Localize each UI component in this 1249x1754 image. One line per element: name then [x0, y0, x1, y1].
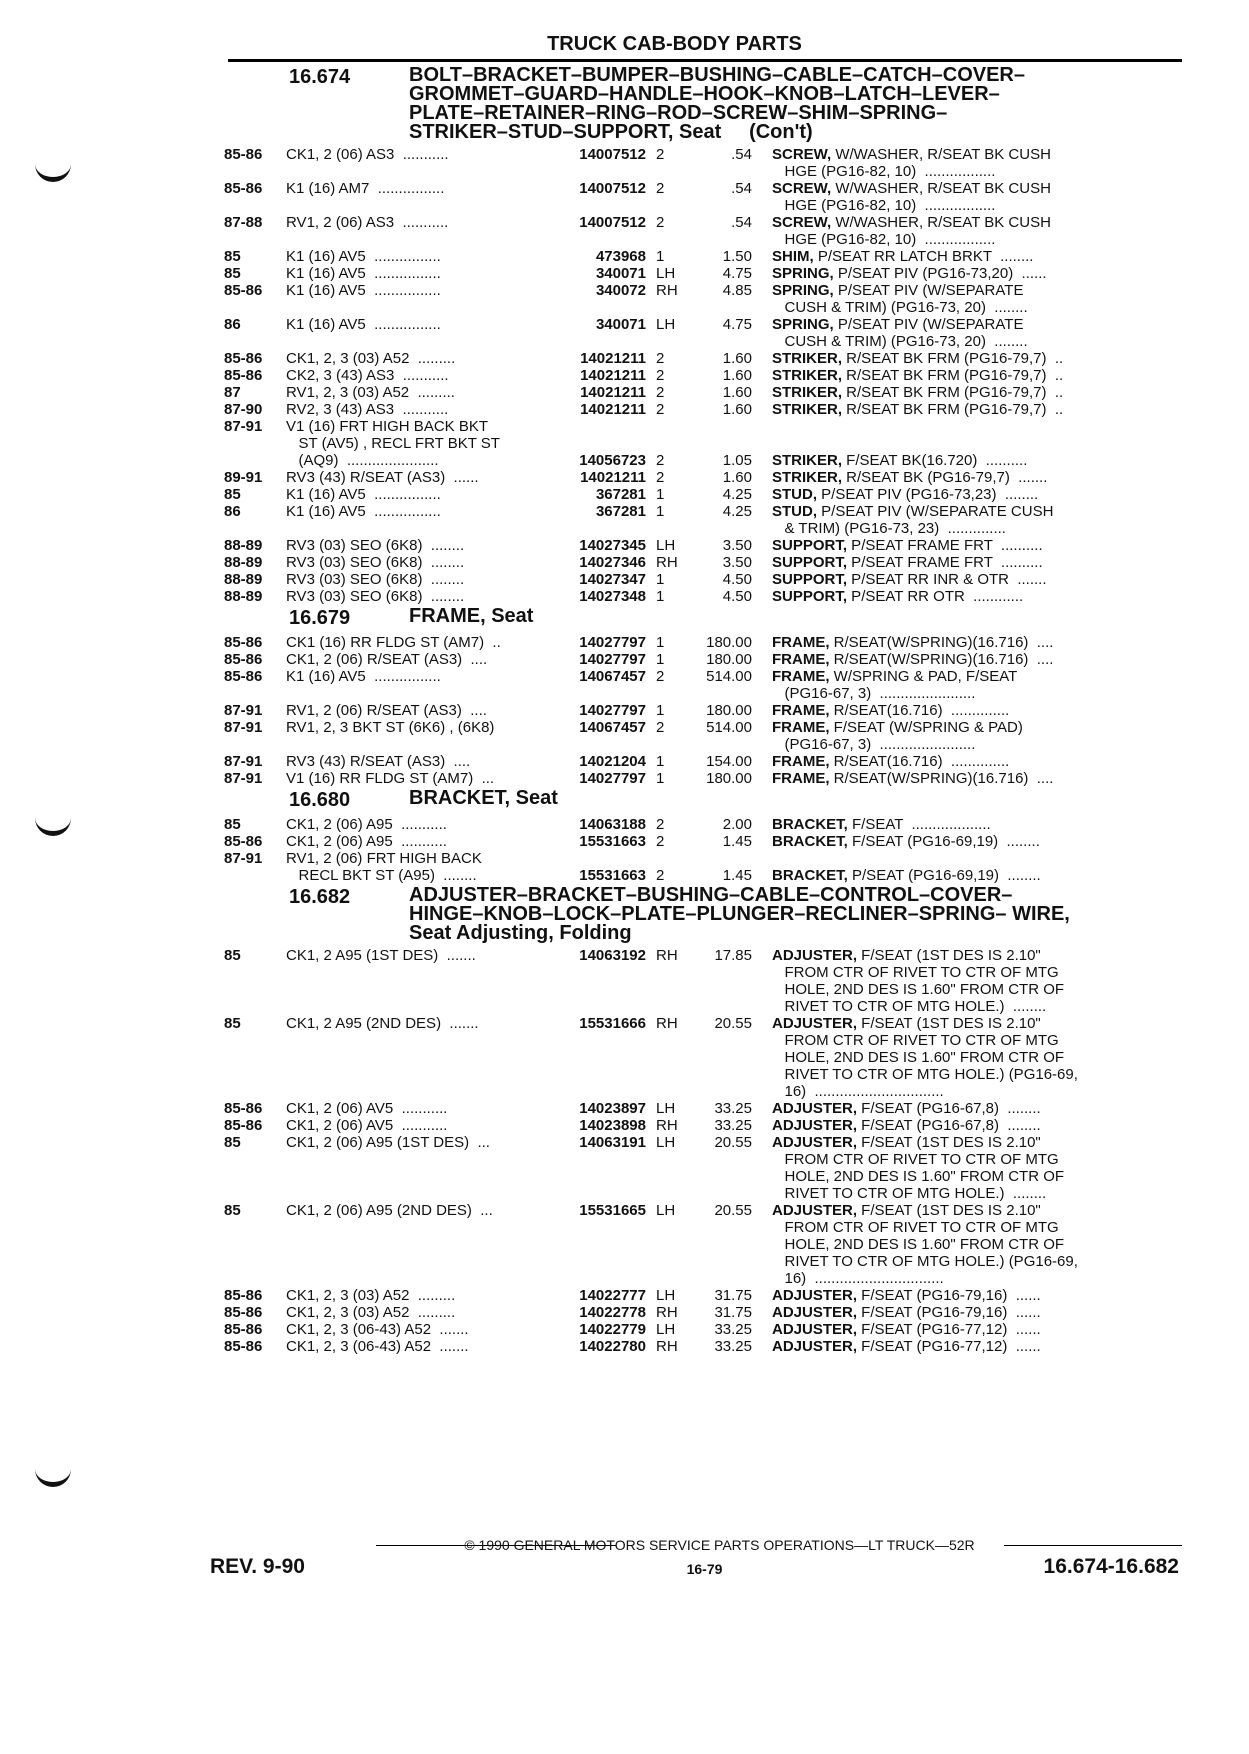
model-years: 85	[224, 265, 241, 282]
price: 3.50	[722, 554, 752, 571]
part-description: SUPPORT, P/SEAT RR INR & OTR .......	[772, 571, 1047, 588]
model-application: CK1, 2, 3 (06-43) A52 .......	[286, 1321, 469, 1338]
model-years: 85-86	[224, 350, 263, 367]
model-years: 86	[224, 503, 241, 520]
model-application: CK1, 2 A95 (1ST DES) .......	[286, 947, 476, 964]
part-row	[224, 1015, 1186, 1100]
part-row	[224, 1100, 1186, 1117]
section-heading	[224, 66, 1186, 142]
part-number: 14067457	[579, 668, 646, 685]
part-row	[224, 469, 1186, 486]
part-number: 14027346	[579, 554, 646, 571]
part-description: SPRING, P/SEAT PIV (W/SEPARATE CUSH & TRIM) (PG16-73, 20) ........	[772, 282, 1028, 316]
part-number: 15531666	[579, 1015, 646, 1032]
model-application: CK1, 2, 3 (03) A52 .........	[286, 1304, 456, 1321]
part-description: FRAME, F/SEAT (W/SPRING & PAD) (PG16-67, 3) .......................	[772, 719, 1023, 753]
part-description: ADJUSTER, F/SEAT (PG16-79,16) ......	[772, 1287, 1041, 1304]
quantity: LH	[656, 1202, 676, 1219]
model-years: 85-86	[224, 833, 263, 850]
model-years: 87	[224, 384, 241, 401]
part-number: 340071	[595, 316, 646, 333]
part-row	[224, 384, 1186, 401]
quantity: 1	[656, 770, 665, 787]
model-application: V1 (16) FRT HIGH BACK BKT ST (AV5) , RECL FRT BKT ST (AQ9) ......................	[286, 418, 500, 469]
model-application: RV3 (03) SEO (6K8) ........	[286, 588, 465, 605]
quantity: 2	[656, 452, 665, 469]
price: 154.00	[706, 753, 752, 770]
model-application: CK1, 2, 3 (03) A52 .........	[286, 1287, 456, 1304]
part-row	[224, 503, 1186, 537]
price: 33.25	[714, 1117, 752, 1134]
model-application: RV1, 2 (06) FRT HIGH BACK RECL BKT ST (A95) ........	[286, 850, 482, 884]
model-application: RV1, 2 (06) R/SEAT (AS3) ....	[286, 702, 487, 719]
part-row	[224, 770, 1186, 787]
quantity: RH	[656, 282, 678, 299]
part-number: 15531665	[579, 1202, 646, 1219]
price: 1.05	[722, 452, 752, 469]
model-years: 85	[224, 947, 241, 964]
part-number: 14022778	[579, 1304, 646, 1321]
price: 1.60	[722, 350, 752, 367]
quantity: 1	[656, 588, 665, 605]
part-number: 14007512	[579, 180, 646, 197]
part-description: STRIKER, R/SEAT BK FRM (PG16-79,7) ..	[772, 367, 1064, 384]
model-application: RV1, 2, 3 BKT ST (6K6) , (6K8)	[286, 719, 495, 736]
part-description: STUD, P/SEAT PIV (PG16-73,23) ........	[772, 486, 1039, 503]
price: 514.00	[706, 719, 752, 736]
model-years: 85-86	[224, 1321, 263, 1338]
model-years: 87-88	[224, 214, 263, 231]
quantity: 1	[656, 702, 665, 719]
quantity: 2	[656, 350, 665, 367]
model-application: RV3 (03) SEO (6K8) ........	[286, 554, 465, 571]
part-description: SHIM, P/SEAT RR LATCH BRKT ........	[772, 248, 1034, 265]
revision-label: REV. 9-90	[210, 1555, 305, 1578]
part-row	[224, 1134, 1186, 1202]
price: 33.25	[714, 1321, 752, 1338]
quantity: 1	[656, 651, 665, 668]
part-description: ADJUSTER, F/SEAT (1ST DES IS 2.10" FROM CTR OF RIVET TO CTR OF MTG HOLE, 2ND DES IS 1.60" FROM CTR OF RIVET TO CTR OF MTG HOLE.) ........	[772, 947, 1065, 1015]
price: 20.55	[714, 1134, 752, 1151]
part-number: 14027347	[579, 571, 646, 588]
part-description: FRAME, R/SEAT(W/SPRING)(16.716) ....	[772, 634, 1054, 651]
quantity: 1	[656, 486, 665, 503]
quantity: RH	[656, 1338, 678, 1355]
quantity: 2	[656, 833, 665, 850]
model-years: 85	[224, 1202, 241, 1219]
price: 514.00	[706, 668, 752, 685]
model-years: 85	[224, 248, 241, 265]
part-row	[224, 833, 1186, 850]
part-description: ADJUSTER, F/SEAT (1ST DES IS 2.10" FROM CTR OF RIVET TO CTR OF MTG HOLE, 2ND DES IS 1.60" FROM CTR OF RIVET TO CTR OF MTG HOLE.) ........	[772, 1134, 1065, 1202]
part-number: 14021211	[580, 367, 646, 384]
section-title: ADJUSTER–BRACKET–BUSHING–CABLE–CONTROL–COVER– HINGE–KNOB–LOCK–PLATE–PLUNGER–RECLINER–SPRING– WIRE, Seat Adjusting, Folding	[409, 884, 1070, 944]
quantity: LH	[656, 1321, 676, 1338]
model-years: 85-86	[224, 282, 263, 299]
model-application: K1 (16) AV5 ................	[286, 668, 441, 685]
model-years: 87-91	[224, 418, 263, 435]
price: 4.85	[722, 282, 752, 299]
part-row	[224, 316, 1186, 350]
quantity: RH	[656, 947, 678, 964]
section-heading	[224, 607, 1186, 630]
quantity: LH	[656, 265, 676, 282]
part-number: 14027797	[579, 702, 646, 719]
model-years: 85-86	[224, 180, 263, 197]
part-number: 340072	[595, 282, 646, 299]
price: 4.50	[722, 588, 752, 605]
part-row	[224, 947, 1186, 1015]
part-number: 14027797	[579, 651, 646, 668]
part-description: STRIKER, R/SEAT BK FRM (PG16-79,7) ..	[772, 384, 1064, 401]
model-years: 85	[224, 486, 241, 503]
quantity: 1	[656, 503, 665, 520]
part-row	[224, 1287, 1186, 1304]
part-description: ADJUSTER, F/SEAT (PG16-67,8) ........	[772, 1117, 1041, 1134]
model-application: CK1, 2 (06) A95 ...........	[286, 833, 447, 850]
part-row	[224, 1321, 1186, 1338]
quantity: 2	[656, 719, 665, 736]
quantity: 2	[656, 180, 665, 197]
price: 3.50	[722, 537, 752, 554]
model-application: K1 (16) AV5 ................	[286, 316, 441, 333]
quantity: LH	[656, 1100, 676, 1117]
part-number: 14027345	[579, 537, 646, 554]
price: 33.25	[714, 1338, 752, 1355]
price: 1.60	[722, 469, 752, 486]
part-description: ADJUSTER, F/SEAT (1ST DES IS 2.10" FROM CTR OF RIVET TO CTR OF MTG HOLE, 2ND DES IS 1.60" FROM CTR OF RIVET TO CTR OF MTG HOLE.) (PG16-69, 16) ...............................	[772, 1015, 1078, 1100]
quantity: RH	[656, 1304, 678, 1321]
model-years: 85	[224, 816, 241, 833]
part-description: ADJUSTER, F/SEAT (1ST DES IS 2.10" FROM CTR OF RIVET TO CTR OF MTG HOLE, 2ND DES IS 1.60" FROM CTR OF RIVET TO CTR OF MTG HOLE.) (PG16-69, 16) ...............................	[772, 1202, 1078, 1287]
price: .54	[731, 180, 752, 197]
part-description: SCREW, W/WASHER, R/SEAT BK CUSH HGE (PG16-82, 10) .................	[772, 214, 1051, 248]
section-code: 16.680	[289, 789, 351, 811]
price: 33.25	[714, 1100, 752, 1117]
part-row	[224, 367, 1186, 384]
part-description: SCREW, W/WASHER, R/SEAT BK CUSH HGE (PG16-82, 10) .................	[772, 146, 1051, 180]
model-application: CK1, 2, 3 (06-43) A52 .......	[286, 1338, 469, 1355]
model-application: CK1, 2 (06) A95 (1ST DES) ...	[286, 1134, 490, 1151]
model-application: V1 (16) RR FLDG ST (AM7) ...	[286, 770, 495, 787]
model-application: K1 (16) AV5 ................	[286, 265, 441, 282]
model-application: K1 (16) AV5 ................	[286, 282, 441, 299]
part-description: STRIKER, R/SEAT BK (PG16-79,7) .......	[772, 469, 1048, 486]
model-years: 85-86	[224, 1287, 263, 1304]
part-row	[224, 668, 1186, 702]
part-row	[224, 816, 1186, 833]
model-application: K1 (16) AV5 ................	[286, 248, 441, 265]
section-title: BOLT–BRACKET–BUMPER–BUSHING–CABLE–CATCH–COVER– GROMMET–GUARD–HANDLE–HOOK–KNOB–LATCH–LEVER– PLATE–RETAINER–RING–ROD–SCREW–SHIM–SPRING– STRIKER–STUD–SUPPORT, Seat (Con't)	[409, 64, 1025, 143]
header-rule	[228, 59, 1182, 62]
punch-hole-mark	[35, 1468, 71, 1487]
part-row	[224, 554, 1186, 571]
price: 1.45	[722, 867, 752, 884]
part-row	[224, 1202, 1186, 1287]
price: 1.45	[722, 833, 752, 850]
part-row	[224, 401, 1186, 418]
model-years: 85	[224, 1134, 241, 1151]
model-application: RV3 (03) SEO (6K8) ........	[286, 537, 465, 554]
part-row	[224, 418, 1186, 469]
part-number: 14007512	[579, 214, 646, 231]
price: 31.75	[714, 1287, 752, 1304]
model-application: CK1, 2 (06) AS3 ...........	[286, 146, 449, 163]
quantity: 1	[656, 571, 665, 588]
model-application: CK1, 2 (06) A95 (2ND DES) ...	[286, 1202, 493, 1219]
punch-hole-mark	[35, 163, 71, 182]
part-description: SPRING, P/SEAT PIV (W/SEPARATE CUSH & TRIM) (PG16-73, 20) ........	[772, 316, 1028, 350]
model-application: CK1 (16) RR FLDG ST (AM7) ..	[286, 634, 501, 651]
part-description: ADJUSTER, F/SEAT (PG16-77,12) ......	[772, 1321, 1041, 1338]
punch-hole-mark	[35, 817, 71, 836]
quantity: LH	[656, 1287, 676, 1304]
part-row	[224, 634, 1186, 651]
part-number: 14027348	[579, 588, 646, 605]
price: 180.00	[706, 634, 752, 651]
price: 20.55	[714, 1015, 752, 1032]
part-row	[224, 702, 1186, 719]
price: 180.00	[706, 770, 752, 787]
part-description: FRAME, W/SPRING & PAD, F/SEAT (PG16-67, 3) .......................	[772, 668, 1018, 702]
page-number: 16-79	[686, 1561, 723, 1577]
part-number: 14021204	[579, 753, 646, 770]
model-years: 85-86	[224, 1304, 263, 1321]
part-description: FRAME, R/SEAT(W/SPRING)(16.716) ....	[772, 651, 1054, 668]
part-description: SCREW, W/WASHER, R/SEAT BK CUSH HGE (PG16-82, 10) .................	[772, 180, 1051, 214]
part-description: STRIKER, R/SEAT BK FRM (PG16-79,7) ..	[772, 350, 1064, 367]
model-years: 86	[224, 316, 241, 333]
footer-copyright: © 1990 GENERAL MOTORS SERVICE PARTS OPERATIONS—LT TRUCK—52R	[464, 1537, 975, 1553]
part-row	[224, 1304, 1186, 1321]
quantity: 1	[656, 634, 665, 651]
quantity: RH	[656, 1117, 678, 1134]
part-row	[224, 1117, 1186, 1134]
part-row	[224, 214, 1186, 248]
quantity: 2	[656, 469, 665, 486]
part-description: SUPPORT, P/SEAT RR OTR ............	[772, 588, 1024, 605]
part-number: 14023897	[579, 1100, 646, 1117]
model-years: 87-91	[224, 719, 263, 736]
model-years: 88-89	[224, 537, 263, 554]
section-title: BRACKET, Seat	[409, 787, 558, 809]
model-application: CK2, 3 (43) AS3 ...........	[286, 367, 449, 384]
part-description: ADJUSTER, F/SEAT (PG16-77,12) ......	[772, 1338, 1041, 1355]
price: 1.60	[722, 384, 752, 401]
part-row	[224, 651, 1186, 668]
quantity: RH	[656, 1015, 678, 1032]
model-years: 89-91	[224, 469, 263, 486]
part-row	[224, 719, 1186, 753]
part-description: SUPPORT, P/SEAT FRAME FRT ..........	[772, 537, 1043, 554]
model-years: 85-86	[224, 668, 263, 685]
part-number: 14063191	[579, 1134, 646, 1151]
part-number: 473968	[595, 248, 646, 265]
part-row	[224, 282, 1186, 316]
section-code: 16.679	[289, 607, 351, 629]
model-application: RV1, 2 (06) AS3 ...........	[286, 214, 449, 231]
part-number: 14021211	[580, 401, 646, 418]
part-number: 14021211	[580, 384, 646, 401]
part-description: FRAME, R/SEAT(16.716) ..............	[772, 753, 1010, 770]
price: .54	[731, 214, 752, 231]
model-application: CK1, 2 (06) AV5 ...........	[286, 1100, 448, 1117]
part-number: 14022777	[579, 1287, 646, 1304]
part-row	[224, 486, 1186, 503]
model-application: K1 (16) AM7 ................	[286, 180, 445, 197]
part-number: 367281	[595, 503, 646, 520]
part-row	[224, 350, 1186, 367]
model-years: 87-91	[224, 770, 263, 787]
model-years: 88-89	[224, 588, 263, 605]
model-application: K1 (16) AV5 ................	[286, 486, 441, 503]
part-description: FRAME, R/SEAT(W/SPRING)(16.716) ....	[772, 770, 1054, 787]
model-years: 87-91	[224, 850, 263, 867]
part-row	[224, 1338, 1186, 1355]
price: 1.50	[722, 248, 752, 265]
quantity: LH	[656, 316, 676, 333]
part-number: 15531663	[579, 867, 646, 884]
part-row	[224, 537, 1186, 554]
part-number: 340071	[595, 265, 646, 282]
price: 4.25	[722, 486, 752, 503]
model-application: RV1, 2, 3 (03) A52 .........	[286, 384, 455, 401]
price: 2.00	[722, 816, 752, 833]
part-row	[224, 180, 1186, 214]
model-application: CK1, 2, 3 (03) A52 .........	[286, 350, 456, 367]
price: 17.85	[714, 947, 752, 964]
model-years: 85-86	[224, 1100, 263, 1117]
price: 4.75	[722, 316, 752, 333]
part-number: 14021211	[580, 350, 646, 367]
part-number: 14027797	[579, 770, 646, 787]
part-row	[224, 571, 1186, 588]
quantity: 2	[656, 214, 665, 231]
quantity: 2	[656, 401, 665, 418]
part-description: BRACKET, F/SEAT (PG16-69,19) ........	[772, 833, 1040, 850]
model-years: 85-86	[224, 1117, 263, 1134]
model-application: RV2, 3 (43) AS3 ...........	[286, 401, 449, 418]
model-years: 87-91	[224, 753, 263, 770]
model-years: 85	[224, 1015, 241, 1032]
price: 180.00	[706, 702, 752, 719]
price: 4.25	[722, 503, 752, 520]
part-description: FRAME, R/SEAT(16.716) ..............	[772, 702, 1010, 719]
model-years: 87-90	[224, 401, 263, 418]
price: 1.60	[722, 367, 752, 384]
price: 20.55	[714, 1202, 752, 1219]
part-description: SPRING, P/SEAT PIV (PG16-73,20) ......	[772, 265, 1047, 282]
section-code: 16.682	[289, 886, 351, 908]
part-number: 14021211	[580, 469, 646, 486]
quantity: LH	[656, 537, 676, 554]
quantity: RH	[656, 554, 678, 571]
model-application: CK1, 2 (06) R/SEAT (AS3) ....	[286, 651, 488, 668]
part-description: STUD, P/SEAT PIV (W/SEPARATE CUSH & TRIM) (PG16-73, 23) ..............	[772, 503, 1054, 537]
section-code: 16.674	[289, 66, 351, 88]
part-description: SUPPORT, P/SEAT FRAME FRT ..........	[772, 554, 1043, 571]
part-number: 367281	[595, 486, 646, 503]
section-range: 16.674-16.682	[1043, 1555, 1179, 1578]
quantity: 2	[656, 146, 665, 163]
part-number: 15531663	[579, 833, 646, 850]
part-number: 14027797	[579, 634, 646, 651]
model-years: 87-91	[224, 702, 263, 719]
model-application: CK1, 2 (06) AV5 ...........	[286, 1117, 448, 1134]
section-title: FRAME, Seat	[409, 605, 534, 627]
part-description: BRACKET, P/SEAT (PG16-69,19) ........	[772, 867, 1041, 884]
parts-listing	[224, 64, 1186, 1355]
model-application: RV3 (43) R/SEAT (AS3) ....	[286, 753, 471, 770]
model-years: 85-86	[224, 146, 263, 163]
part-number: 14067457	[579, 719, 646, 736]
model-application: RV3 (43) R/SEAT (AS3) ......	[286, 469, 479, 486]
quantity: LH	[656, 1134, 676, 1151]
price: 4.75	[722, 265, 752, 282]
part-description: BRACKET, F/SEAT ...................	[772, 816, 991, 833]
part-number: 14023898	[579, 1117, 646, 1134]
model-application: K1 (16) AV5 ................	[286, 503, 441, 520]
model-years: 85-86	[224, 1338, 263, 1355]
price: 1.60	[722, 401, 752, 418]
part-row	[224, 753, 1186, 770]
part-number: 14063188	[579, 816, 646, 833]
price: .54	[731, 146, 752, 163]
part-row	[224, 265, 1186, 282]
quantity: 2	[656, 384, 665, 401]
price: 180.00	[706, 651, 752, 668]
quantity: 2	[656, 867, 665, 884]
quantity: 2	[656, 816, 665, 833]
part-number: 14063192	[579, 947, 646, 964]
quantity: 2	[656, 367, 665, 384]
section-heading	[224, 789, 1186, 812]
part-description: ADJUSTER, F/SEAT (PG16-79,16) ......	[772, 1304, 1041, 1321]
model-years: 85-86	[224, 367, 263, 384]
part-row	[224, 248, 1186, 265]
part-description: ADJUSTER, F/SEAT (PG16-67,8) ........	[772, 1100, 1041, 1117]
part-number: 14007512	[579, 146, 646, 163]
part-description: STRIKER, F/SEAT BK(16.720) ..........	[772, 452, 1028, 469]
model-application: CK1, 2 (06) A95 ...........	[286, 816, 447, 833]
part-number: 14022779	[579, 1321, 646, 1338]
quantity: 2	[656, 668, 665, 685]
section-heading	[224, 886, 1186, 943]
model-years: 85-86	[224, 651, 263, 668]
part-number: 14056723	[579, 452, 646, 469]
price: 4.50	[722, 571, 752, 588]
quantity: 1	[656, 248, 665, 265]
part-number: 14022780	[579, 1338, 646, 1355]
model-application: RV3 (03) SEO (6K8) ........	[286, 571, 465, 588]
price: 31.75	[714, 1304, 752, 1321]
model-application: CK1, 2 A95 (2ND DES) .......	[286, 1015, 479, 1032]
part-row	[224, 146, 1186, 180]
model-years: 88-89	[224, 571, 263, 588]
page-header: TRUCK CAB-BODY PARTS	[547, 33, 802, 55]
part-row	[224, 850, 1186, 884]
quantity: 1	[656, 753, 665, 770]
part-row	[224, 588, 1186, 605]
model-years: 88-89	[224, 554, 263, 571]
part-description: STRIKER, R/SEAT BK FRM (PG16-79,7) ..	[772, 401, 1064, 418]
model-years: 85-86	[224, 634, 263, 651]
